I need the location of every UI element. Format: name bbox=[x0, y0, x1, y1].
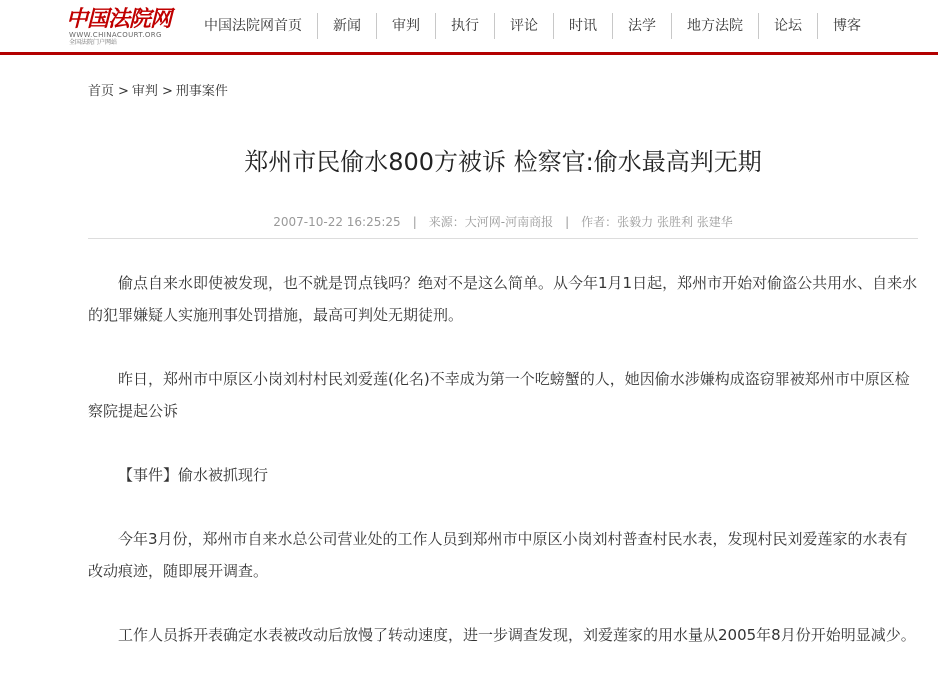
breadcrumb-home[interactable]: 首页 bbox=[88, 84, 115, 99]
nav-item-law-studies[interactable]: 法学 bbox=[612, 13, 671, 39]
article-body bbox=[88, 267, 922, 683]
meta-divider-line bbox=[88, 238, 918, 239]
site-header bbox=[0, 0, 938, 55]
breadcrumb-subsection[interactable]: 刑事案件 bbox=[175, 84, 228, 99]
nav-item-news[interactable]: 新闻 bbox=[317, 13, 376, 39]
article-section-heading: 【事件】偷水被抓现行 bbox=[118, 466, 269, 484]
nav-item-blog[interactable]: 博客 bbox=[817, 13, 876, 39]
article-datetime: 2007-10-22 16:25:25 bbox=[273, 215, 401, 229]
meta-divider: | bbox=[412, 215, 417, 229]
nav-item-enforcement[interactable]: 执行 bbox=[435, 13, 494, 39]
article-author: 作者：张毅力 张胜利 张建华 bbox=[581, 215, 733, 229]
breadcrumb-section[interactable]: 审判 bbox=[131, 84, 158, 99]
nav-item-bulletin[interactable]: 时讯 bbox=[553, 13, 612, 39]
logo-text: 中国法院网 bbox=[66, 6, 172, 32]
logo-url: WWW.CHINACOURT.ORG bbox=[69, 31, 162, 39]
article-paragraph: 今年3月份，郑州市自来水总公司营业处的工作人员到郑州市中原区小岗刘村普查村民水表，发现村民刘爱莲家的水表有改动痕迹，随即展开调查。 bbox=[88, 530, 908, 580]
breadcrumb-separator: > bbox=[118, 84, 129, 99]
article-paragraph: 昨日，郑州市中原区小岗刘村村民刘爱莲(化名)不幸成为第一个吃螃蟹的人，她因偷水涉嫌构成盗窃罪被郑州市中原区检察院提起公诉 bbox=[88, 370, 910, 420]
article-meta bbox=[88, 212, 918, 232]
breadcrumb bbox=[88, 82, 228, 102]
nav-item-local-courts[interactable]: 地方法院 bbox=[671, 13, 758, 39]
nav-item-home[interactable]: 中国法院网首页 bbox=[204, 18, 302, 34]
logo-subtitle: 全国法院门户网站 bbox=[69, 39, 118, 46]
breadcrumb-separator: > bbox=[161, 84, 173, 99]
nav-item-trial[interactable]: 审判 bbox=[376, 13, 435, 39]
nav-item-forum[interactable]: 论坛 bbox=[758, 13, 817, 39]
article-source: 来源：大河网-河南商报 bbox=[428, 215, 554, 229]
article-paragraph: 工作人员拆开表确定水表被改动后放慢了转动速度，进一步调查发现，刘爱莲家的用水量从2005年8月份开始明显减少。 bbox=[118, 626, 916, 644]
meta-divider: | bbox=[565, 215, 570, 229]
nav-item-commentary[interactable]: 评论 bbox=[494, 13, 553, 39]
main-nav bbox=[196, 13, 876, 39]
site-logo[interactable] bbox=[66, 6, 172, 46]
article-paragraph: 偷点自来水即使被发现，也不就是罚点钱吗？绝对不是这么简单。从今年1月1日起，郑州市开始对偷盗公共用水、自来水的犯罪嫌疑人实施刑事处罚措施，最高可判处无期徒刑。 bbox=[88, 274, 918, 324]
article-title: 郑州市民偷水800方被诉 检察官:偷水最高判无期 bbox=[244, 148, 762, 176]
